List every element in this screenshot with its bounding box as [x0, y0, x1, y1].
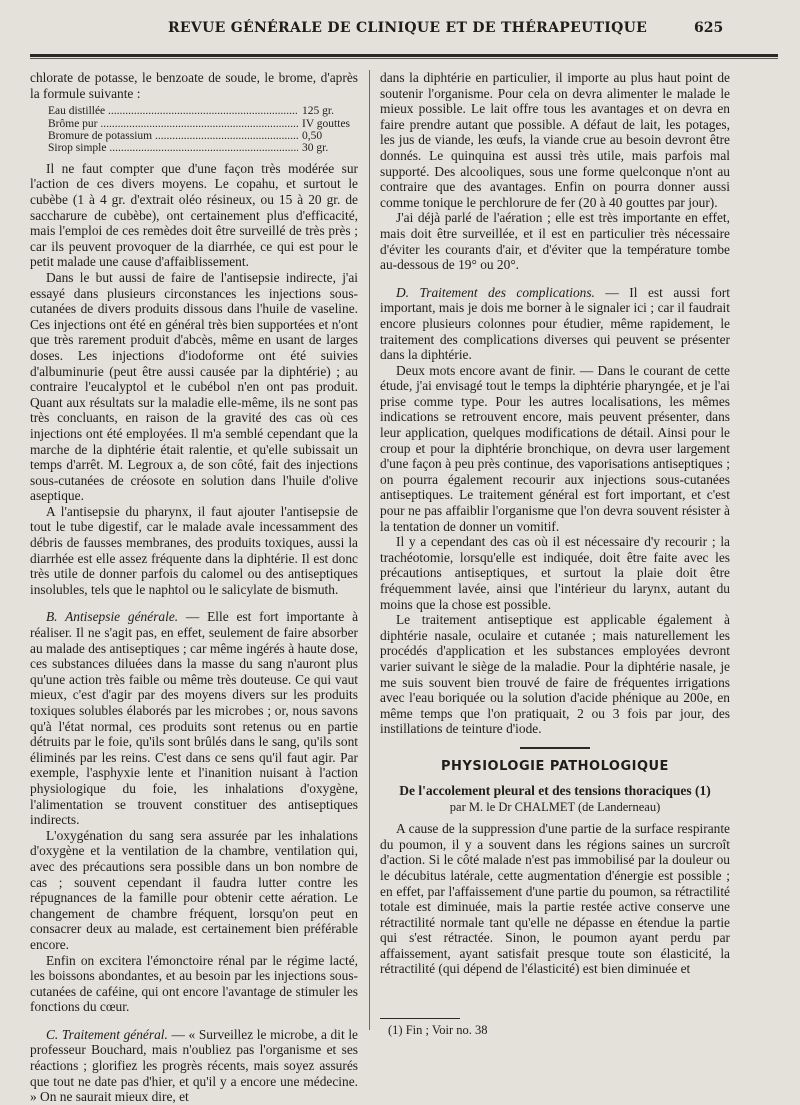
paragraph: L'oxygénation du sang sera assurée par les inhalations d'oxygène et la ventilation de la chambre, ventilation qui, avec des précautions sera possible dans un bon nombre de cas ; souvent cependant il faudra lutter contre les répugnances de la famille pour obtenir cette aération. Le changement de chambre fréquent, lorsqu'on peut en consacrer deux au malade, est certainement bien préférable encore. [30, 827, 358, 952]
column-divider [369, 70, 370, 1030]
paragraph: A l'antisepsie du pharynx, il faut ajouter l'antisepsie de tout le tube digestif, car le malade avale incessamment des débris de fausses membranes, des produits toxiques, aussi la diarrhée est elle assez fréquente dans la diphtérie. Il est donc très utile de donner parfois du calomel ou des antiseptiques insolubles, tels que le naphtol ou le salicylate de bismuth. [30, 503, 358, 597]
article-title: De l'accolement pleural et des tensions thoraciques (1) [399, 782, 711, 798]
formula-ingredient: Sirop simple ..... [48, 142, 298, 154]
formula-row [48, 142, 358, 154]
formula-quantity: 30 gr. [302, 142, 329, 155]
paragraph-text: — Elle est fort importante à réaliser. Il ne s'agit pas, en effet, seulement de faire absorber au malade des antiseptiques ; car même ingérés à haute dose, ces substances diluées dans la masse du sang n'auront plus qu'une action très faible ou même très douteuse. Ce qui vaut mieux, c'est d'agir par des moyens divers sur les produits toxiques solubles élaborés par les microbes ; or, nous savons qu'à l'état normal, ces produits sont retenus ou en partie détruits par le foie, qu'ils sont brûlés dans le sang, qu'ils sont éliminés par les reins. C'est dans ce sens qu'il faut agir. Par exemple, l'asphyxie lente et l'inanition nuisant à l'action physiologique du foie, les inhalations d'oxygène, l'alimentation se trouvent constituer des antiseptiques indirects. [30, 609, 359, 828]
formula-quantity: IV gouttes [302, 117, 351, 130]
section-label: B. Antisepsie générale. [46, 609, 179, 625]
paragraph: Le traitement antiseptique est applicable également à diphtérie nasale, oculaire et cutanée ; mais naturellement les procédés d'application et les substances employées devront varier suivant le siège de la maladie. Pour la diphtérie nasale, je me suis souvent bien trouvé de faire de fréquentes irrigations avec l'eau boriquée ou la solution d'acide phénique au 200e, en même temps que l'on pratiquait, 2 ou 3 fois par jour, des instillations de teinture d'iode. [380, 612, 730, 737]
paragraph: dans la diphtérie en particulier, il importe au plus haut point de soutenir l'organisme. Pour cela on devra alimenter le malade le mieux possible. Le lait offre tous les avantages et on devra en faire prendre autant que possible. A défaut de lait, les potages, les jus de viande, les œufs, la viande crue au besoin devront être donnés. Le quinquina est aussi très utile, mais parfois mal supporté. Des alcooliques, sous une forme quelconque n'ont au contraire que des avantages. Enfin on pourra donner aussi comme tonique le perchlorure de fer (20 à 40 gouttes par jour). [380, 70, 730, 210]
formula-ingredient: Bromure de potassium ..... [48, 130, 298, 142]
formula-quantity: 0,50 [302, 130, 323, 142]
formula-ingredient: Eau distillée ..... [48, 105, 298, 117]
paragraph: Il y a cependant des cas où il est nécessaire d'y recourir ; la trachéotomie, lorsqu'elle est indiquée, doit être faite avec les précautions antiseptiques, et surtout la plaie doit être fréquemment lavée, ainsi que l'intérieur du larynx, autant du moins que la chose est possible. [380, 534, 730, 612]
left-column [30, 70, 358, 1105]
paragraph: Dans le but aussi de faire de l'antisepsie indirecte, j'ai essayé dans plusieurs circonstances les injections sous-cutanées de divers produits dissous dans l'huile de vaseline. Ces injections ont été en général très bien supportées et n'ont que très rarement produit d'abcès, même en usant de larges doses. Les injections d'iodoforme ont été suivies d'albuminurie (peut être aussi causée par la diphtérie) ; au contraire l'eucalyptol et le cubébol n'en ont pas produit. Quant aux résultats sur la maladie elle-même, ils ne sont pas très concluants, en raison de la gravité des cas où ces injections ont été employées. Il m'a semblé cependant que la marche de la diphtérie était ralentie, et qu'elle subissait un temps d'arrêt. M. Legroux a, de son côté, fait des injections sous-cutanées de créosote en solution dans l'huile d'olive aseptique. [30, 269, 358, 504]
spacer [380, 273, 730, 279]
formula-quantity: 125 gr. [302, 105, 334, 118]
paragraph: Il ne faut compter que d'une façon très modérée sur l'action de ces divers moyens. Le copahu, et surtout le cubèbe (1 à 4 gr. d'extrait oléo résineux, ou 15 à 20 gr. de saccharure de cubèbe), ont certainement plus d'efficacité, mais l'emploi de ces remèdes doit être surveillé de très près ; car ils peuvent provoquer de la diarrhée, ce qui est pour le petit malade une cause d'affaiblissement. [30, 160, 358, 270]
formula-row [48, 105, 358, 117]
section-label: C. Traitement général. [46, 1026, 168, 1042]
formula-row [48, 118, 358, 130]
rubric-heading: PHYSIOLOGIE PATHOLOGIQUE [441, 758, 669, 774]
running-title: REVUE GÉNÉRALE DE CLINIQUE ET DE THÉRAPEUTIQUE [168, 20, 648, 36]
header-rule-thin [30, 58, 778, 59]
header-rule [30, 54, 778, 57]
spacer [30, 597, 358, 603]
section-separator [520, 747, 590, 749]
formula-row [48, 130, 358, 142]
running-head [0, 18, 800, 42]
prescription-formula [48, 105, 358, 155]
spacer [30, 1015, 358, 1021]
section-traitement-general [30, 1027, 358, 1105]
formula-ingredient: Brôme pur ..... [48, 118, 298, 130]
paragraph-text: — Il est aussi fort important, mais je dois me borner à le signaler ici ; car il faudrait encore plusieurs colonnes pour étudier, même rapidement, le traitement des complications diverses qui peuvent se présenter dans la diphtérie. [380, 284, 730, 363]
paragraph: chlorate de potasse, le benzoate de soude, le brome, d'après la formule suivante : [30, 70, 358, 101]
section-antisepsie-generale [30, 609, 358, 827]
footnote-rule [380, 1018, 460, 1019]
article-byline: par M. le Dr CHALMET (de Landerneau) [449, 799, 661, 814]
section-label: D. Traitement des complications. [396, 284, 595, 300]
page-number: 625 [694, 20, 724, 36]
paragraph: A cause de la suppression d'une partie de la surface respirante du poumon, il y a souvent dans les régions saines un surcroît d'action. Si le côté malade n'est pas immobilisé par la douleur ou le décubitus latérale, cette augmentation d'énergie est possible ; en effet, par l'affaissement d'une partie du poumon, sa rétractilité totale est diminuée, mais la partie restée active conserve une rétractilité normale tant qu'elle ne dépasse en étendue la partie qui s'est rétractée. Sinon, le poumon ayant perdu par affaissement, ayant satisfait presque toute son élasticité, la rétractilité (qui dépend de l'élasticité) est bien diminuée et [380, 821, 730, 977]
paragraph: Deux mots encore avant de finir. — Dans le courant de cette étude, j'ai envisagé tout le temps la diphtérie pharyngée, et je l'ai prise comme type. Pour les autres localisations, les mêmes indications se retrouvent encore, mais peuvent présenter, dans leur application, quelques modifications de détail. Ainsi pour le croup et pour la diphtérie bronchique, on devra user largement d'une façon à peu près continue, des vaporisations antiseptiques ; on pourra également recourir aux injections sous-cutanées antiseptiques. Le traitement général est fort important, et c'est pour ne pas affaiblir l'organisme que l'on devra souvent résister à la tentation de donner un vomitif. [380, 362, 730, 534]
paragraph: Enfin on excitera l'émonctoire rénal par le régime lacté, les boissons abondantes, et au besoin par les injections sous-cutanées de caféine, qui ont encore l'avantage de stimuler les fonctions du cœur. [30, 952, 358, 1015]
section-complications [380, 285, 730, 363]
paragraph: J'ai déjà parlé de l'aération ; elle est très importante en effet, mais doit être surveillée, et il est en particulier très nécessaire d'éviter les courants d'air, et d'éviter que la température tombe au-dessous de 19° ou 20°. [380, 210, 730, 273]
footnote: (1) Fin ; Voir no. 38 [388, 1023, 488, 1037]
right-column [380, 70, 730, 977]
paragraph-text: — « Surveillez le microbe, a dit le professeur Bouchard, mais n'oubliez pas l'organisme et ses réactions ; glorifiez les progrès récents, mais soyez assurés que tout ne date pas d'hier, et qu'il y a encore une médecine. » On ne saurait mieux dire, et [30, 1026, 358, 1105]
